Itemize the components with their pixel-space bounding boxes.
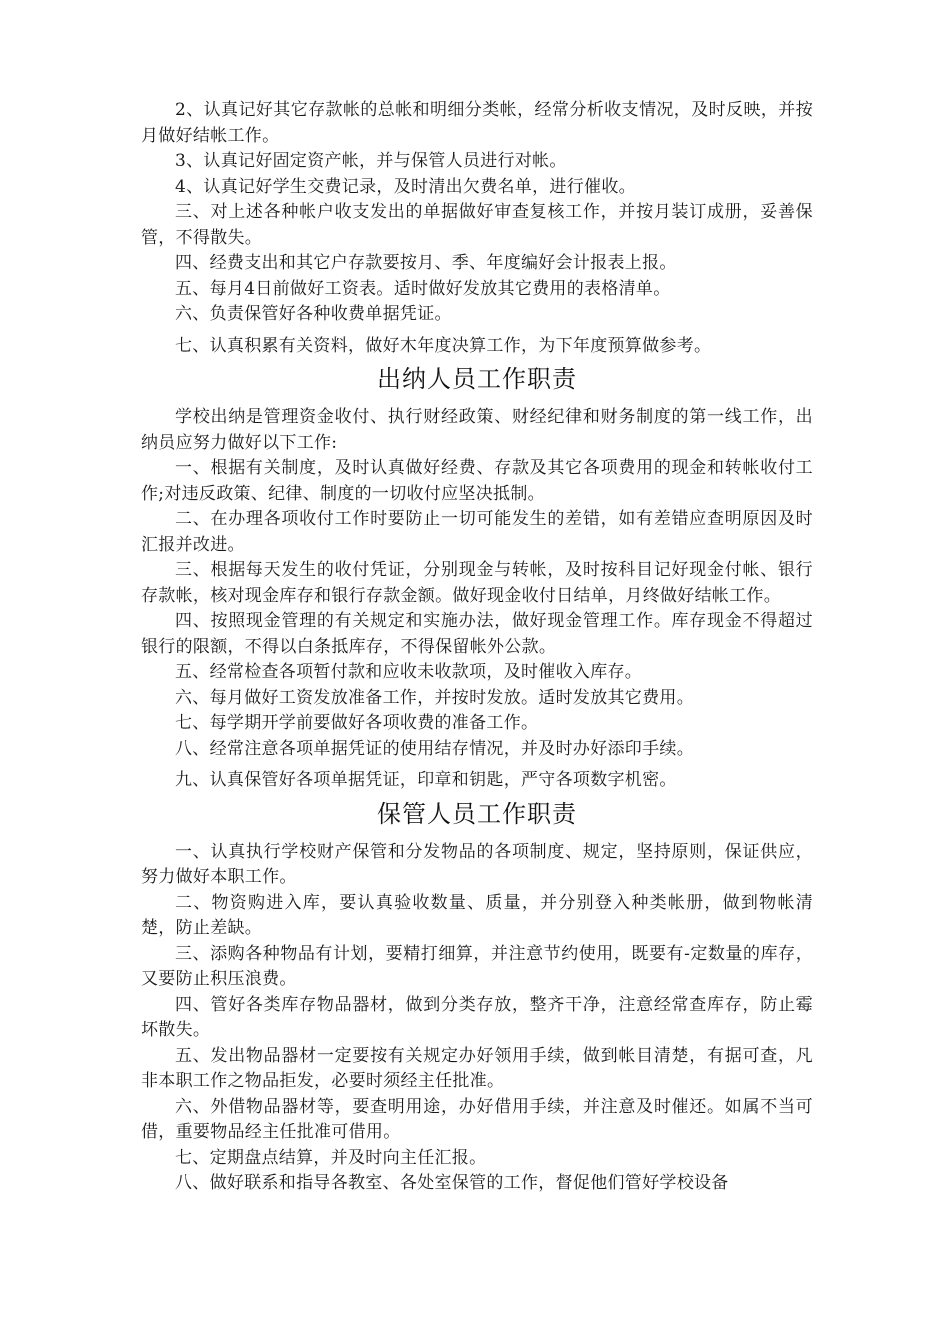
intro-paragraph: 2、认真记好其它存款帐的总帐和明细分类帐，经常分析收支情况，及时反映，并按月做好结帐工作。 (141, 100, 813, 146)
intro-paragraph: 五、每月4日前做好工资表。适时做好发放其它费用的表格清单。 (175, 278, 671, 299)
custodian-paragraph: 八、做好联系和指导各教室、各处室保管的工作，督促他们管好学校设备 (175, 1173, 729, 1193)
intro-paragraph: 四、经费支出和其它户存款要按月、季、年度编好会计报表上报。 (175, 253, 677, 273)
cashier-paragraph: 四、按照现金管理的有关规定和实施办法，做好现金管理工作。库存现金不得超过银行的限额，不得以白条抵库存，不得保留帐外公款。 (141, 611, 813, 657)
intro-paragraph: 3、认真记好固定资产帐，并与保管人员进行对帐。 (175, 151, 567, 171)
cashier-paragraph: 七、每学期开学前要做好各项收费的准备工作。 (175, 713, 539, 733)
intro-paragraph: 七、认真积累有关资料，做好木年度决算工作，为下年度预算做参考。 (175, 335, 712, 356)
custodian-paragraph: 三、添购各种物品有计划，要精打细算，并注意节约使用，既要有-定数量的库存，又要防止积压浪费。 (141, 943, 813, 989)
custodian-paragraph: 四、管好各类库存物品器材，做到分类存放，整齐干净，注意经常查库存，防止霉坏散失。 (141, 994, 813, 1040)
cashier-paragraph: 五、经常检查各项暂付款和应收未收款项，及时催收入库存。 (175, 662, 643, 682)
custodian-paragraph: 一、认真执行学校财产保管和分发物品的各项制度、规定，坚持原则，保证供应，努力做好本职工作。 (141, 841, 813, 887)
custodian-paragraph: 六、外借物品器材等，要查明用途，办好借用手续，并注意及时催还。如属不当可借，重要物品经主任批准可借用。 (141, 1096, 813, 1142)
cashier-paragraph: 三、根据每天发生的收付凭证，分别现金与转帐，及时按科目记好现金付帐、银行存款帐，核对现金库存和银行存款金额。做好现金收付日结单，月终做好结帐工作。 (141, 560, 813, 606)
intro-paragraph: 六、负责保管好各种收费单据凭证。 (175, 304, 452, 324)
custodian-section-title: 保管人员工作职责 (377, 799, 577, 828)
cashier-paragraph: 一、根据有关制度，及时认真做好经费、存款及其它各项费用的现金和转帐收付工作;对违反政策、纪律、制度的一切收付应坚决抵制。 (141, 458, 813, 504)
document-body (141, 98, 813, 1197)
cashier-paragraph: 学校出纳是管理资金收付、执行财经政策、财经纪律和财务制度的第一线工作，出纳员应努力做好以下工作: (141, 407, 813, 453)
cashier-paragraph: 六、每月做好工资发放准备工作，并按时发放。适时发放其它费用。 (175, 687, 694, 708)
cashier-section-title: 出纳人员工作职责 (377, 365, 577, 393)
intro-paragraph: 4、认真记好学生交费记录，及时清出欠费名单，进行催收。 (175, 176, 636, 197)
intro-paragraph: 三、对上述各种帐户收支发出的单据做好审查复核工作，并按月装订成册，妥善保管，不得散失。 (141, 202, 813, 248)
cashier-paragraph: 八、经常注意各项单据凭证的使用结存情况，并及时办好添印手续。 (175, 738, 694, 759)
custodian-paragraph: 七、定期盘点结算，并及时向主任汇报。 (175, 1147, 487, 1168)
custodian-paragraph: 五、发出物品器材一定要按有关规定办好领用手续，做到帐目清楚，有据可查，凡非本职工作之物品拒发，必要时须经主任批准。 (141, 1045, 813, 1091)
cashier-paragraph: 二、在办理各项收付工作时要防止一切可能发生的差错，如有差错应查明原因及时汇报并改进。 (141, 509, 813, 555)
cashier-paragraph: 九、认真保管好各项单据凭证，印章和钥匙，严守各项数字机密。 (175, 770, 677, 790)
custodian-paragraph: 二、物资购进入库，要认真验收数量、质量，并分别登入种类帐册，做到物帐清楚，防止差缺。 (141, 892, 813, 938)
